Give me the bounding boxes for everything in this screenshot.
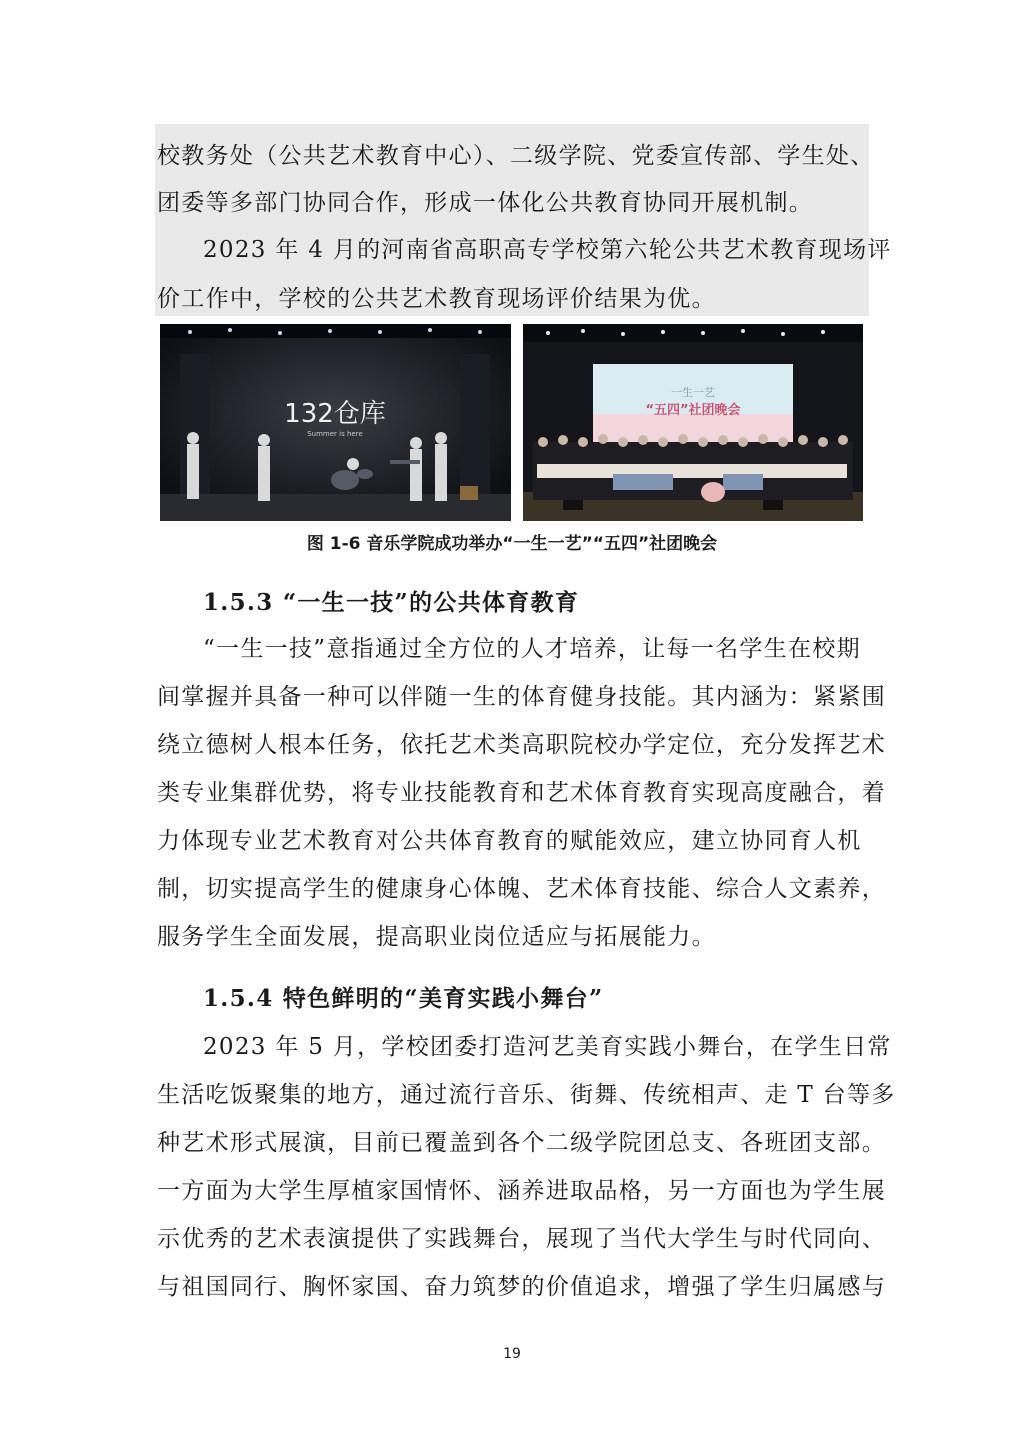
paragraph-line: 2023 年 4 月的河南省高职高专学校第六轮公共艺术教育现场评 — [203, 237, 892, 263]
group-photo-right — [523, 324, 863, 521]
paragraph-line: “一生一技”意指通过全方位的人才培养，让每一名学生在校期 — [203, 636, 861, 662]
paragraph-line: 与祖国同行、胸怀家国、奋力筑梦的价值追求，增强了学生归属感与 — [157, 1274, 886, 1300]
paragraph-line: 团委等多部门协同合作，形成一体化公共教育协同开展机制。 — [157, 190, 814, 216]
paragraph-line: 间掌握并具备一种可以伴随一生的体育健身技能。其内涵为：紧紧围 — [157, 684, 886, 710]
paragraph-line: 生活吃饭聚集的地方，通过流行音乐、街舞、传统相声、走 T 台等多 — [157, 1082, 896, 1108]
section-heading-1-5-4: 1.5.4 特色鲜明的“美育实践小舞台” — [203, 985, 604, 1012]
paragraph-line: 示优秀的艺术表演提供了实践舞台，展现了当代大学生与时代同向、 — [157, 1226, 886, 1252]
screen-text-line1: 一生一艺 — [671, 386, 715, 399]
paragraph-line: 绕立德树人根本任务，依托艺术类高职院校办学定位，充分发挥艺术 — [157, 732, 886, 758]
paragraph-line: 2023 年 5 月，学校团委打造河艺美育实践小舞台，在学生日常 — [203, 1034, 892, 1060]
paragraph-line: 类专业集群优势，将专业技能教育和艺术体育教育实现高度融合，着 — [157, 780, 886, 806]
section-heading-1-5-3: 1.5.3 “一生一技”的公共体育教育 — [203, 589, 580, 616]
paragraph-line: 一方面为大学生厚植家国情怀、涵养进取品格，另一方面也为学生展 — [157, 1178, 886, 1204]
paragraph-line: 力体现专业艺术教育对公共体育教育的赋能效应，建立协同育人机 — [157, 828, 862, 854]
stage-screen-title: 132仓库 — [284, 399, 386, 429]
screen-text-line2: “五四”社团晚会 — [645, 403, 741, 418]
stage-screen-subtitle: Summer is here — [307, 430, 363, 438]
paragraph-line: 制，切实提高学生的健康身心体魄、艺术体育技能、综合人文素养， — [157, 876, 886, 902]
paragraph-line: 种艺术形式展演，目前已覆盖到各个二级学院团总支、各班团支部。 — [157, 1130, 886, 1156]
paragraph-line: 校教务处（公共艺术教育中心）、二级学院、党委宣传部、学生处、 — [157, 143, 875, 169]
paragraph-line: 价工作中，学校的公共艺术教育现场评价结果为优。 — [157, 286, 716, 312]
figure-caption: 图 1-6 音乐学院成功举办“一生一艺”“五四”社团晚会 — [306, 534, 718, 554]
concert-photo-left — [160, 324, 511, 521]
page-number: 19 — [503, 1346, 521, 1362]
paragraph-line: 服务学生全面发展，提高职业岗位适应与拓展能力。 — [157, 924, 716, 950]
